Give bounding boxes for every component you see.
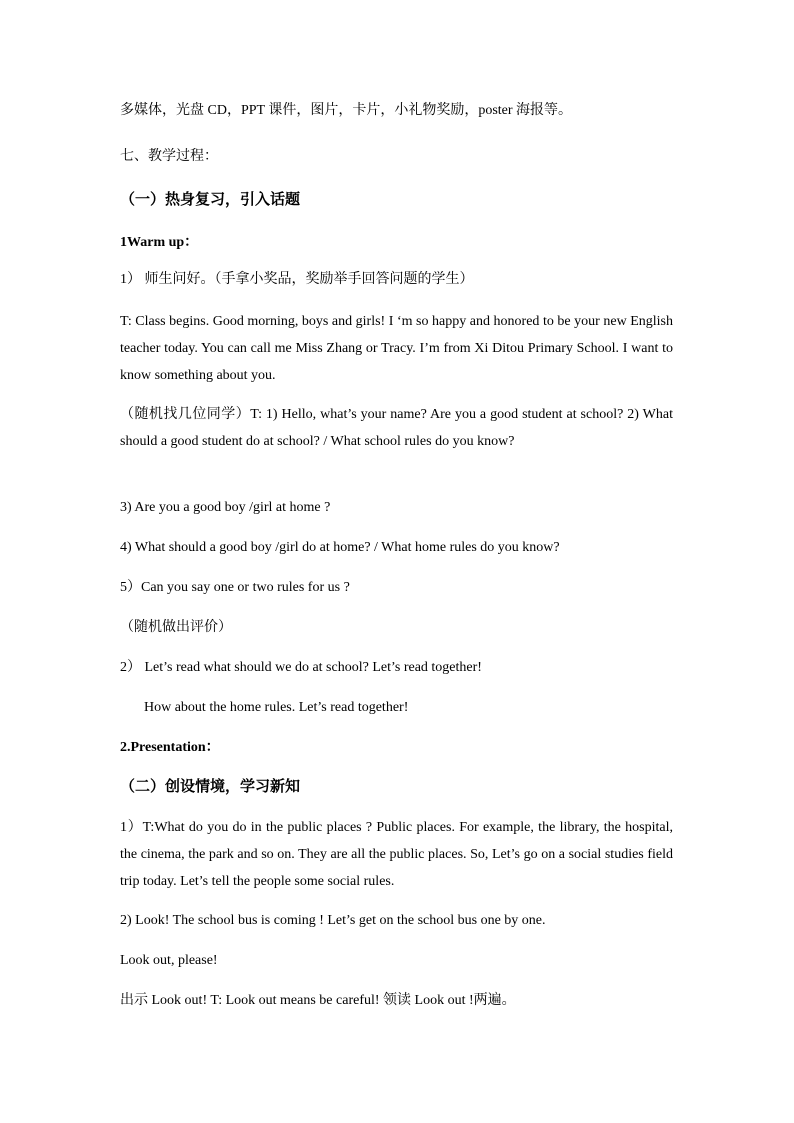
question-5: 5）Can you say one or two rules for us ? — [120, 580, 350, 595]
presentation-heading: 2.Presentation： — [120, 740, 220, 755]
school-bus-line: 2) Look! The school bus is coming ! Let’s get on the school bus one by one. — [120, 913, 546, 928]
look-out-line: Look out, please! — [120, 953, 218, 968]
question-4: 4) What should a good boy /girl do at home? / What home rules do you know? — [120, 540, 560, 555]
step-1-greeting: 1） 师生问好。（手拿小奖品，奖励举手回答问题的学生） — [120, 272, 474, 287]
teacher-introduction: T: Class begins. Good morning, boys and girls! I ‘m so happy and honored to be your new English teacher today. You can call me Miss Zhang or Tracy. I’m from Xi Ditou Primary School. I want to know something about you. — [120, 314, 673, 383]
teaching-materials: 多媒体，光盘 CD，PPT 课件，图片，卡片，小礼物奖励，poster 海报等。 — [120, 103, 573, 118]
step-2-home-rules: How about the home rules. Let’s read together! — [144, 700, 409, 715]
section-2-heading: （二）创设情境，学习新知 — [120, 779, 301, 795]
show-look-out-line: 出示 Look out! T: Look out means be careful! 领读 Look out !两遍。 — [120, 993, 516, 1008]
public-places-paragraph: 1）T:What do you do in the public places ? Public places. For example, the library, the hospital, the cinema, the park and so on. They are all the public places. So, Let’s go on a social studies field trip today. Let’s tell the people some social rules. — [120, 820, 673, 889]
step-2-read-school-rules: 2） Let’s read what should we do at school? Let’s read together! — [120, 660, 482, 675]
random-evaluation-note: （随机做出评价） — [120, 620, 232, 635]
section-1-heading: （一）热身复习，引入话题 — [120, 192, 301, 208]
teaching-process-title: 七、教学过程： — [120, 149, 218, 164]
warm-up-heading: 1Warm up： — [120, 235, 199, 250]
random-student-questions: （随机找几位同学）T: 1) Hello, what’s your name? Are you a good student at school? 2) What should a good student do at school? / What school rules do you know? — [120, 407, 673, 449]
question-3: 3) Are you a good boy /girl at home ? — [120, 500, 331, 515]
